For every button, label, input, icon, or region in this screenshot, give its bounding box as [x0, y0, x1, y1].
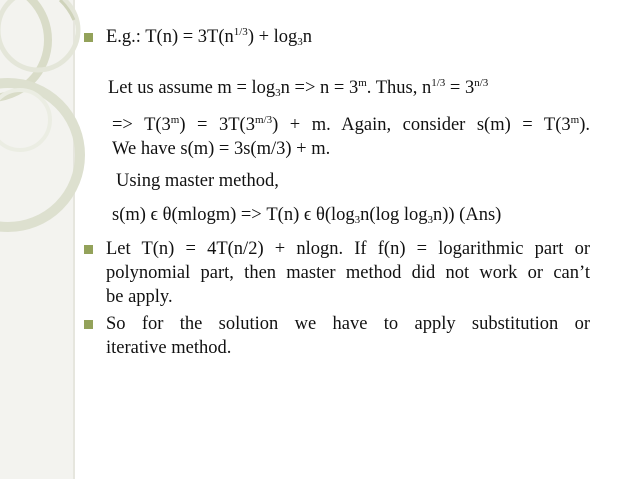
bullet3-line1: So for the solution we have to apply substitution or: [106, 314, 590, 334]
bullet2-line3: be apply.: [106, 287, 173, 307]
bullet-marker: [84, 33, 93, 42]
bullet-marker: [84, 320, 93, 329]
assumption-line: Let us assume $m = \log_3n => n = 3^m$. Thus, $n^{1/3} = 3^{n/3}$: [108, 77, 489, 99]
example-recurrence: E.g.: $T(n) = 3T(n^{1/3}) + \log_3n$: [106, 26, 313, 48]
bullet-marker: [84, 245, 93, 254]
result-line: s(m) ϵ θ(mlogm) => T(n) ϵ $\theta(\log_3n(\log$ $\log_3n$)) (Ans): [112, 205, 502, 226]
s-recurrence: We have s(m) = 3s(m/3) + m.: [112, 139, 331, 159]
bullet2-line1: Let T(n) = 4T(n/2) + nlogn. If f(n) = logarithmic part or: [106, 239, 590, 259]
bullet3-line2: iterative method.: [106, 338, 232, 358]
bullet2-line2: polynomial part, then master method did not work or can’t: [106, 263, 590, 283]
master-method-line: Using master method,: [116, 171, 279, 191]
substitution-step: => $T(3^m) = 3T(3^{m/3}) + m$. Again, consider $s(m) = T(3^m)$.: [112, 114, 590, 135]
slide-content: [82, 0, 622, 479]
